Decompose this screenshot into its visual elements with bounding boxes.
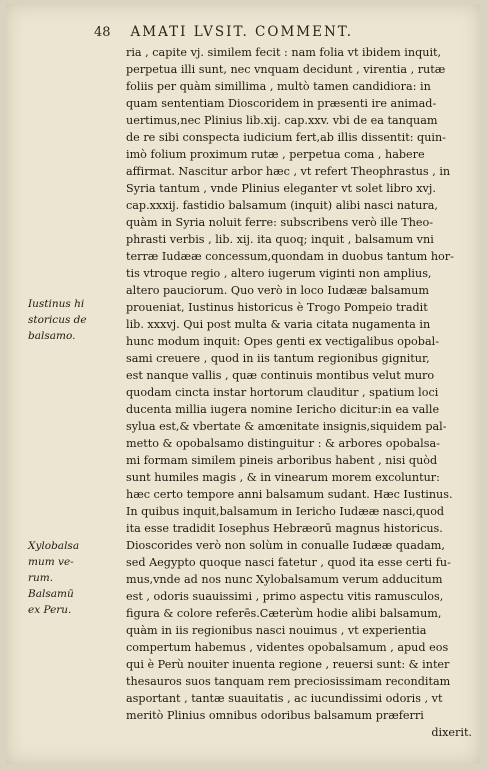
text-line: cap.xxxij. fastidio balsamum (inquit) alibi nasci natura, bbox=[126, 199, 438, 212]
text-line: qui è Perù nouiter inuenta regione , reuersi sunt: & inter bbox=[126, 658, 450, 671]
text-line: est nanque vallis , quæ continuis montibus velut muro bbox=[126, 369, 435, 382]
text-line: terræ Iudææ concessum,quondam in duobus tantum hor- bbox=[126, 250, 454, 263]
text-line: ria , capite vj. similem fecit : nam folia vt ibidem inquit, bbox=[126, 46, 442, 59]
text-line: foliis per quàm simillima , multò tamen candidiora: in bbox=[126, 80, 431, 93]
text-line: perpetua illi sunt, nec vnquam decidunt , virentia , rutæ bbox=[126, 63, 446, 76]
text-line: uertimus,nec Plinius lib.xij. cap.xxv. vbi de ea tanquam bbox=[126, 114, 438, 127]
margin-note-line: storicus de bbox=[28, 314, 87, 326]
text-line: ita esse tradidit Iosephus Hebræorū magnus historicus. bbox=[126, 522, 443, 535]
running-title: AMATI LVSIT. COMMENT. bbox=[130, 24, 354, 40]
text-line: altero pauciorum. Quo verò in loco Iudææ balsamum bbox=[126, 284, 429, 297]
text-line: quàm in Syria noluit ferre: subscribens verò ille Theo- bbox=[126, 216, 434, 229]
margin-note-line: rum. bbox=[28, 572, 54, 584]
margin-note-line: Xylobalsa bbox=[28, 540, 80, 552]
text-line: sylua est,& vbertate & amœnitate insignis,siquidem pal- bbox=[126, 420, 447, 433]
text-line: hunc modum inquit: Opes genti ex vectigalibus opobal- bbox=[126, 335, 439, 348]
text-line: de re sibi conspecta iudicium fert,ab illis dissentit: quin- bbox=[126, 131, 446, 144]
text-line: proueniat, Iustinus historicus è Trogo Pompeio tradit bbox=[126, 301, 428, 314]
text-line: quàm in iis regionibus nasci nouimus , vt experientia bbox=[126, 624, 427, 637]
text-line: tis vtroque regio , altero iugerum viginti non amplius, bbox=[126, 267, 432, 280]
margin-note-line: balsamo. bbox=[28, 330, 76, 342]
text-line: Syria tantum , vnde Plinius eleganter vt solet libro xvj. bbox=[126, 182, 436, 195]
text-line: meritò Plinius omnibus odoribus balsamum præferri bbox=[126, 709, 424, 722]
page-number: 48 bbox=[94, 25, 111, 40]
margin-note-line: ex Peru. bbox=[28, 604, 72, 616]
text-line: phrasti verbis , lib. xij. ita quoq; inquit , balsamum vni bbox=[126, 233, 434, 246]
text-line: In quibus inquit,balsamum in Iericho Iudææ nasci,quod bbox=[126, 505, 445, 518]
margin-note-balsamum-peru bbox=[28, 586, 124, 618]
margin-note-line: Balsamū bbox=[28, 588, 74, 600]
text-line: affirmat. Nascitur arbor hæc , vt refert Theophrastus , in bbox=[126, 165, 451, 178]
text-line: hæc certo tempore anni balsamum sudant. Hæc Iustinus. bbox=[126, 488, 453, 501]
text-line: figura & colore referēs.Cæterùm hodie alibi balsamum, bbox=[126, 607, 442, 620]
text-line: Dioscorides verò non solùm in conualle Iudææ quadam, bbox=[126, 539, 445, 552]
text-line: thesauros suos tanquam rem preciosissimam reconditam bbox=[126, 675, 451, 688]
text-line: sed Aegypto quoque nasci fatetur , quod ita esse certi fu- bbox=[126, 556, 451, 569]
text-line: lib. xxxvj. Qui post multa & varia citata nugamenta in bbox=[126, 318, 431, 331]
text-line: metto & opobalsamo distinguitur : & arbores opobalsa- bbox=[126, 437, 440, 450]
body-text bbox=[126, 44, 472, 741]
text-line: quodam cincta instar hortorum clauditur , spatium loci bbox=[126, 386, 439, 399]
page-header bbox=[94, 24, 468, 44]
text-line: est , odoris suauissimi , primo aspectu vitis ramusculos, bbox=[126, 590, 444, 603]
margin-note-line: Iustinus hi bbox=[28, 298, 85, 310]
margin-note-xylobalsamum bbox=[28, 538, 124, 586]
book-page bbox=[6, 4, 480, 764]
text-line: mus,vnde ad nos nunc Xylobalsamum verum adducitum bbox=[126, 573, 443, 586]
text-line: sunt humiles magis , & in vinearum morem excoluntur: bbox=[126, 471, 440, 484]
text-line: compertum habemus , videntes opobalsamum , apud eos bbox=[126, 641, 449, 654]
margin-note-iustinus bbox=[28, 296, 124, 344]
text-line: mi formam similem pineis arboribus habent , nisi quòd bbox=[126, 454, 438, 467]
text-line: imò folium proximum rutæ , perpetua coma , habere bbox=[126, 148, 425, 161]
margin-note-line: mum ve- bbox=[28, 556, 74, 568]
text-line: ducenta millia iugera nomine Iericho dicitur:in ea valle bbox=[126, 403, 440, 416]
text-line: asportant , tantæ suauitatis , ac iucundissimi odoris , vt bbox=[126, 692, 443, 705]
text-line: sami creuere , quod in iis tantum regionibus gignitur, bbox=[126, 352, 430, 365]
text-line: dixerit. bbox=[431, 726, 472, 739]
text-line: quam sententiam Dioscoridem in præsenti ire animad- bbox=[126, 97, 437, 110]
